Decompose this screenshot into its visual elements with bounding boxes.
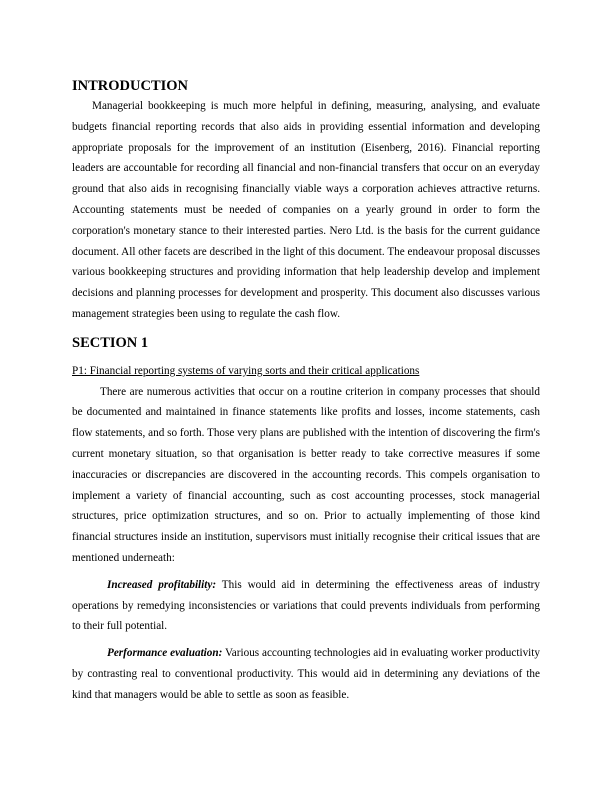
section1-subheading: P1: Financial reporting systems of varying sorts and their critical applications xyxy=(72,364,420,377)
point-performance-evaluation xyxy=(72,643,540,705)
point-term: Performance evaluation: xyxy=(107,647,223,660)
point-term: Increased profitability: xyxy=(107,578,217,591)
point-text: This would aid in determining the effectiveness areas of industry operations by remedying inconsistencies or variations that could prevents individuals from performing to their full potential. xyxy=(72,578,541,633)
point-increased-profitability xyxy=(72,575,540,637)
introduction-paragraph: Managerial bookkeeping is much more helpful in defining, measuring, analysing, and evaluate budgets financial reporting records that also aids in providing essential information and developing appropriate proposals for the improvement of an institution (Eisenberg, 2016). Financial reporting leaders are accountable for recording all financial and non-financial transfers that occur on an everyday ground that also aids in recognising financially viable ways a corporation achieves attractive returns. Accounting statements must be needed of companies on a yearly ground in order to form the corporation's monetary stance to their interested parties. Nero Ltd. is the basis for the current guidance document. All other facets are described in the light of this document. The endeavour proposal discusses various bookkeeping structures and providing information that help leadership develop and implement decisions and planning processes for development and prosperity. This document also discusses various management strategies been using to regulate the cash flow. xyxy=(72,100,540,320)
document-page xyxy=(72,70,540,706)
introduction-heading: INTRODUCTION xyxy=(72,78,189,94)
section1-heading: SECTION 1 xyxy=(72,334,149,351)
section1-paragraph: There are numerous activities that occur on a routine criterion in company processes that should be documented and maintained in finance statements like profits and losses, income statements, cash flow statements, and so forth. Those very plans are published with the intention of discovering the firm's current monetary situation, so that organisation is better ready to take corrective measures if some inaccuracies or discrepancies are discovered in the accounting records. This compels organisation to implement a variety of financial accounting, such as cost accounting processes, stock managerial structures, price optimization structures, and so on. Prior to actually implementing of those kind financial structures inside an institution, supervisors must initially recognise their critical issues that are mentioned underneath: xyxy=(72,385,540,564)
point-text: Various accounting technologies aid in evaluating worker productivity by contrasting real to conventional productivity. This would aid in determining any deviations of the kind that managers would be able to settle as soon as feasible. xyxy=(72,647,540,701)
